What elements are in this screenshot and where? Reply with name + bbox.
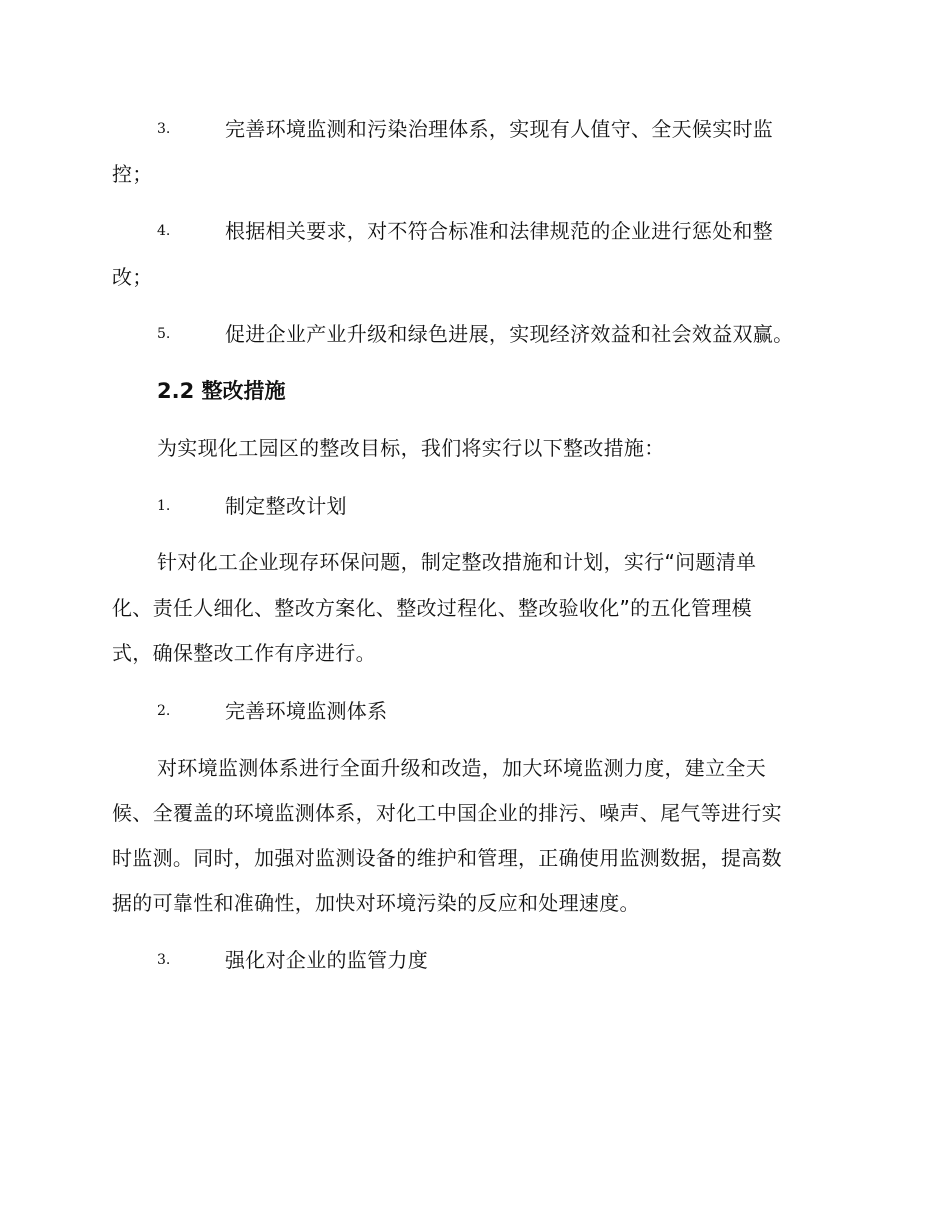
list-item-text: 完善环境监测和污染治理体系，实现有人值守、全天候实时监 [225, 117, 774, 141]
measure-body-line: 候、全覆盖的环境监测体系，对化工中国企业的排污、噪声、尾气等进行实 [112, 801, 782, 825]
list-item-text-continued: 控； [112, 162, 153, 186]
section-heading: 2.2 整改措施 [157, 379, 286, 403]
intro-paragraph: 为实现化工园区的整改目标，我们将实行以下整改措施： [157, 436, 665, 460]
list-item-text: 促进企业产业升级和绿色进展，实现经济效益和社会效益双赢。 [225, 322, 794, 346]
measure-body-line: 时监测。同时，加强对监测设备的维护和管理，正确使用监测数据，提高数 [112, 846, 782, 870]
list-number: 1. [157, 498, 171, 514]
measure-body-line: 对环境监测体系进行全面升级和改造，加大环境监测力度，建立全天 [157, 756, 766, 780]
list-number: 4. [157, 223, 171, 239]
list-number: 3. [157, 952, 171, 968]
list-item-text: 根据相关要求，对不符合标准和法律规范的企业进行惩处和整 [225, 219, 774, 243]
list-number: 2. [157, 703, 171, 719]
measure-body-line: 针对化工企业现存环保问题，制定整改措施和计划，实行“问题清单 [157, 550, 757, 574]
measure-body-line: 据的可靠性和准确性，加快对环境污染的反应和处理速度。 [112, 891, 640, 915]
measure-body-line: 式，确保整改工作有序进行。 [112, 641, 376, 665]
measure-title: 制定整改计划 [225, 494, 347, 518]
list-number: 3. [157, 121, 171, 137]
list-number: 5. [157, 326, 171, 342]
measure-title: 强化对企业的监管力度 [225, 948, 428, 972]
measure-title: 完善环境监测体系 [225, 699, 388, 723]
list-item-text-continued: 改； [112, 265, 153, 289]
measure-body-line: 化、责任人细化、整改方案化、整改过程化、整改验收化”的五化管理模 [112, 596, 752, 620]
